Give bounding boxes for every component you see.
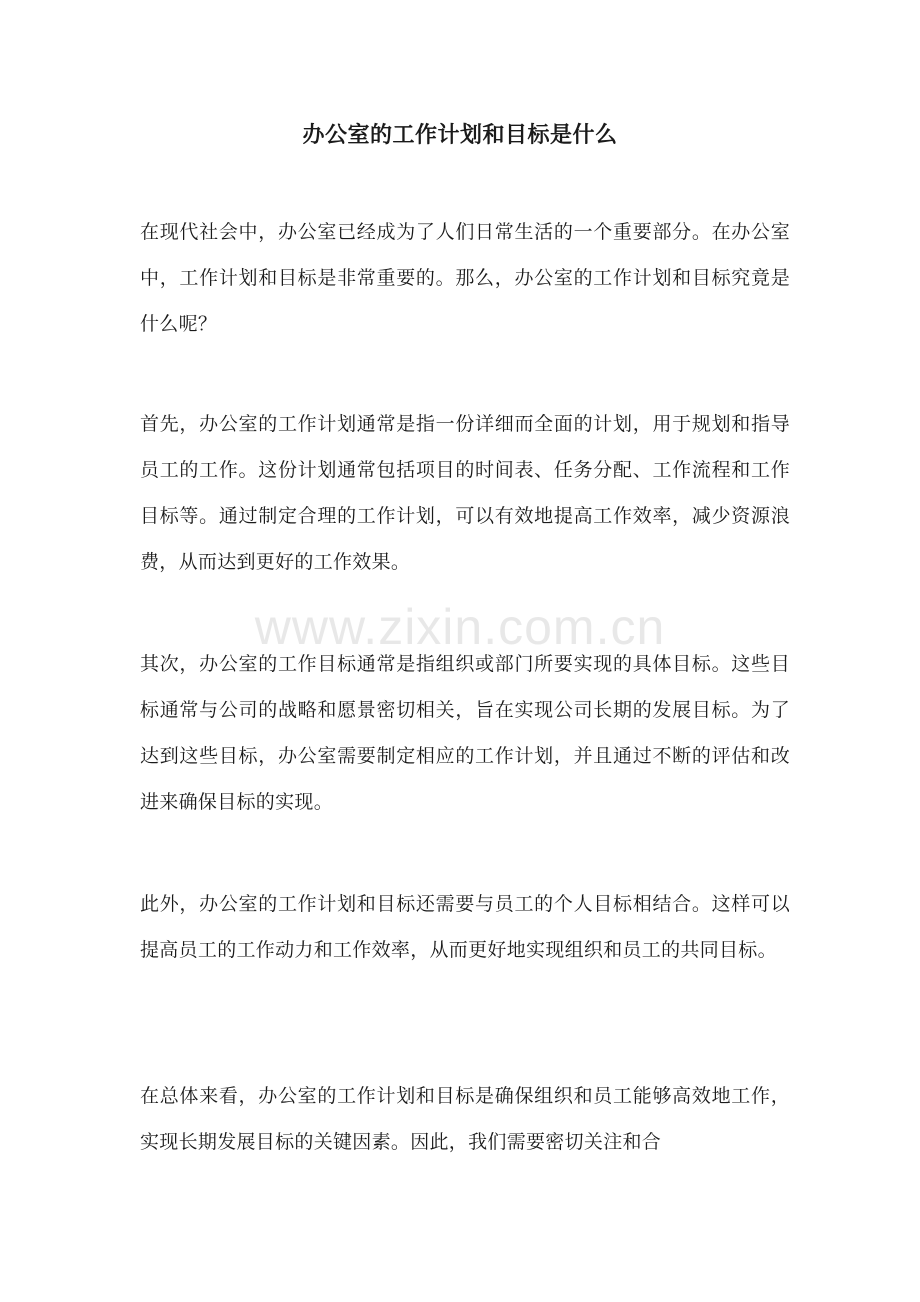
paragraph-second: 其次，办公室的工作目标通常是指组织或部门所要实现的具体目标。这些目标通常与公司的战略和愿景密切相关，旨在实现公司长期的发展目标。为了达到这些目标，办公室需要制定相应的工作计划，并且通过不断的评估和改进来确保目标的实现。 (140, 653, 790, 813)
paragraph-conclusion: 在总体来看，办公室的工作计划和目标是确保组织和员工能够高效地工作，实现长期发展目标的关键因素。因此，我们需要密切关注和合 (140, 1085, 790, 1153)
paragraph-third: 此外，办公室的工作计划和目标还需要与员工的个人目标相结合。这样可以提高员工的工作动力和工作效率，从而更好地实现组织和员工的共同目标。 (140, 893, 790, 961)
watermark-text: www.zixin.com.cn (254, 599, 666, 655)
paragraph-intro: 在现代社会中，办公室已经成为了人们日常生活的一个重要部分。在办公室中，工作计划和目标是非常重要的。那么，办公室的工作计划和目标究竟是什么呢？ (140, 221, 790, 335)
paragraph-first: 首先，办公室的工作计划通常是指一份详细而全面的计划，用于规划和指导员工的工作。这份计划通常包括项目的时间表、任务分配、工作流程和工作目标等。通过制定合理的工作计划，可以有效地提高工作效率，减少资源浪费，从而达到更好的工作效果。 (140, 413, 790, 573)
document-title: 办公室的工作计划和目标是什么 (302, 122, 618, 148)
